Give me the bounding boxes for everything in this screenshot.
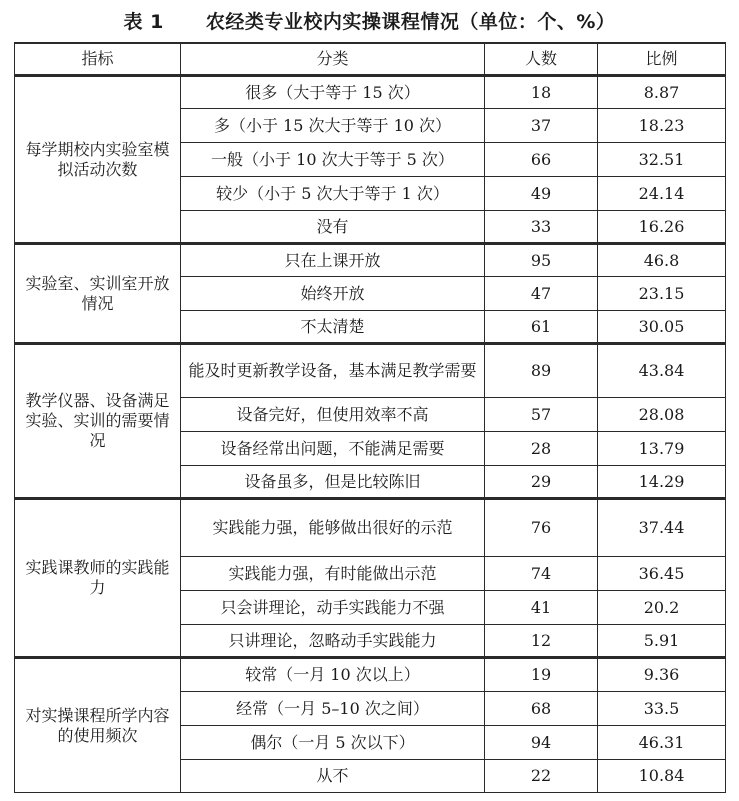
category-cell: 只会讲理论，动手实践能力不强	[181, 591, 485, 625]
indicator-cell: 对实操课程所学内容的使用频次	[15, 658, 181, 793]
category-cell: 实践能力强，能够做出很好的示范	[181, 499, 485, 557]
table-row	[15, 658, 726, 692]
count-cell: 68	[485, 692, 598, 726]
ratio-cell: 30.05	[598, 311, 726, 344]
group-usage-frequency	[15, 658, 726, 793]
table-row	[15, 244, 726, 277]
ratio-cell: 46.8	[598, 244, 726, 277]
count-cell: 18	[485, 76, 598, 109]
count-cell: 12	[485, 625, 598, 658]
category-cell: 从不	[181, 760, 485, 793]
count-cell: 28	[485, 432, 598, 466]
count-cell: 19	[485, 658, 598, 692]
header-category: 分类	[181, 43, 485, 76]
count-cell: 37	[485, 109, 598, 143]
category-cell: 不太清楚	[181, 311, 485, 344]
category-cell: 设备虽多，但是比较陈旧	[181, 466, 485, 499]
count-cell: 95	[485, 244, 598, 277]
indicator-cell: 实验室、实训室开放情况	[15, 244, 181, 344]
category-cell: 多（小于 15 次大于等于 10 次）	[181, 109, 485, 143]
count-cell: 66	[485, 143, 598, 177]
group-teacher-ability	[15, 499, 726, 658]
ratio-cell: 10.84	[598, 760, 726, 793]
ratio-cell: 18.23	[598, 109, 726, 143]
table-row	[15, 344, 726, 398]
count-cell: 47	[485, 277, 598, 311]
count-cell: 74	[485, 557, 598, 591]
category-cell: 一般（小于 10 次大于等于 5 次）	[181, 143, 485, 177]
count-cell: 49	[485, 177, 598, 211]
category-cell: 始终开放	[181, 277, 485, 311]
category-cell: 只在上课开放	[181, 244, 485, 277]
ratio-cell: 28.08	[598, 398, 726, 432]
header-indicator: 指标	[15, 43, 181, 76]
group-equipment	[15, 344, 726, 499]
data-table	[14, 42, 726, 793]
count-cell: 57	[485, 398, 598, 432]
ratio-cell: 32.51	[598, 143, 726, 177]
indicator-cell: 教学仪器、设备满足实验、实训的需要情况	[15, 344, 181, 499]
ratio-cell: 5.91	[598, 625, 726, 658]
header-row	[15, 43, 726, 76]
ratio-cell: 16.26	[598, 211, 726, 244]
header-count: 人数	[485, 43, 598, 76]
header-ratio: 比例	[598, 43, 726, 76]
category-cell: 偶尔（一月 5 次以下）	[181, 726, 485, 760]
ratio-cell: 37.44	[598, 499, 726, 557]
count-cell: 61	[485, 311, 598, 344]
count-cell: 89	[485, 344, 598, 398]
ratio-cell: 36.45	[598, 557, 726, 591]
indicator-cell: 实践课教师的实践能力	[15, 499, 181, 658]
table-number: 表 1	[123, 11, 164, 33]
ratio-cell: 14.29	[598, 466, 726, 499]
ratio-cell: 20.2	[598, 591, 726, 625]
ratio-cell: 43.84	[598, 344, 726, 398]
ratio-cell: 9.36	[598, 658, 726, 692]
ratio-cell: 24.14	[598, 177, 726, 211]
ratio-cell: 23.15	[598, 277, 726, 311]
count-cell: 29	[485, 466, 598, 499]
table-row	[15, 499, 726, 557]
count-cell: 22	[485, 760, 598, 793]
table-caption: 农经类专业校内实操课程情况（单位：个、%）	[205, 11, 616, 33]
category-cell: 设备完好，但使用效率不高	[181, 398, 485, 432]
group-lab-opening	[15, 244, 726, 344]
ratio-cell: 13.79	[598, 432, 726, 466]
ratio-cell: 8.87	[598, 76, 726, 109]
category-cell: 较常（一月 10 次以上）	[181, 658, 485, 692]
category-cell: 设备经常出问题，不能满足需要	[181, 432, 485, 466]
indicator-cell: 每学期校内实验室模拟活动次数	[15, 76, 181, 244]
count-cell: 41	[485, 591, 598, 625]
count-cell: 94	[485, 726, 598, 760]
count-cell: 33	[485, 211, 598, 244]
category-cell: 只讲理论，忽略动手实践能力	[181, 625, 485, 658]
table-row	[15, 76, 726, 109]
category-cell: 经常（一月 5–10 次之间）	[181, 692, 485, 726]
table-title	[0, 7, 739, 34]
group-simulation-frequency	[15, 76, 726, 244]
category-cell: 较少（小于 5 次大于等于 1 次）	[181, 177, 485, 211]
ratio-cell: 46.31	[598, 726, 726, 760]
count-cell: 76	[485, 499, 598, 557]
category-cell: 能及时更新教学设备，基本满足教学需要	[181, 344, 485, 398]
ratio-cell: 33.5	[598, 692, 726, 726]
category-cell: 很多（大于等于 15 次）	[181, 76, 485, 109]
category-cell: 没有	[181, 211, 485, 244]
category-cell: 实践能力强，有时能做出示范	[181, 557, 485, 591]
